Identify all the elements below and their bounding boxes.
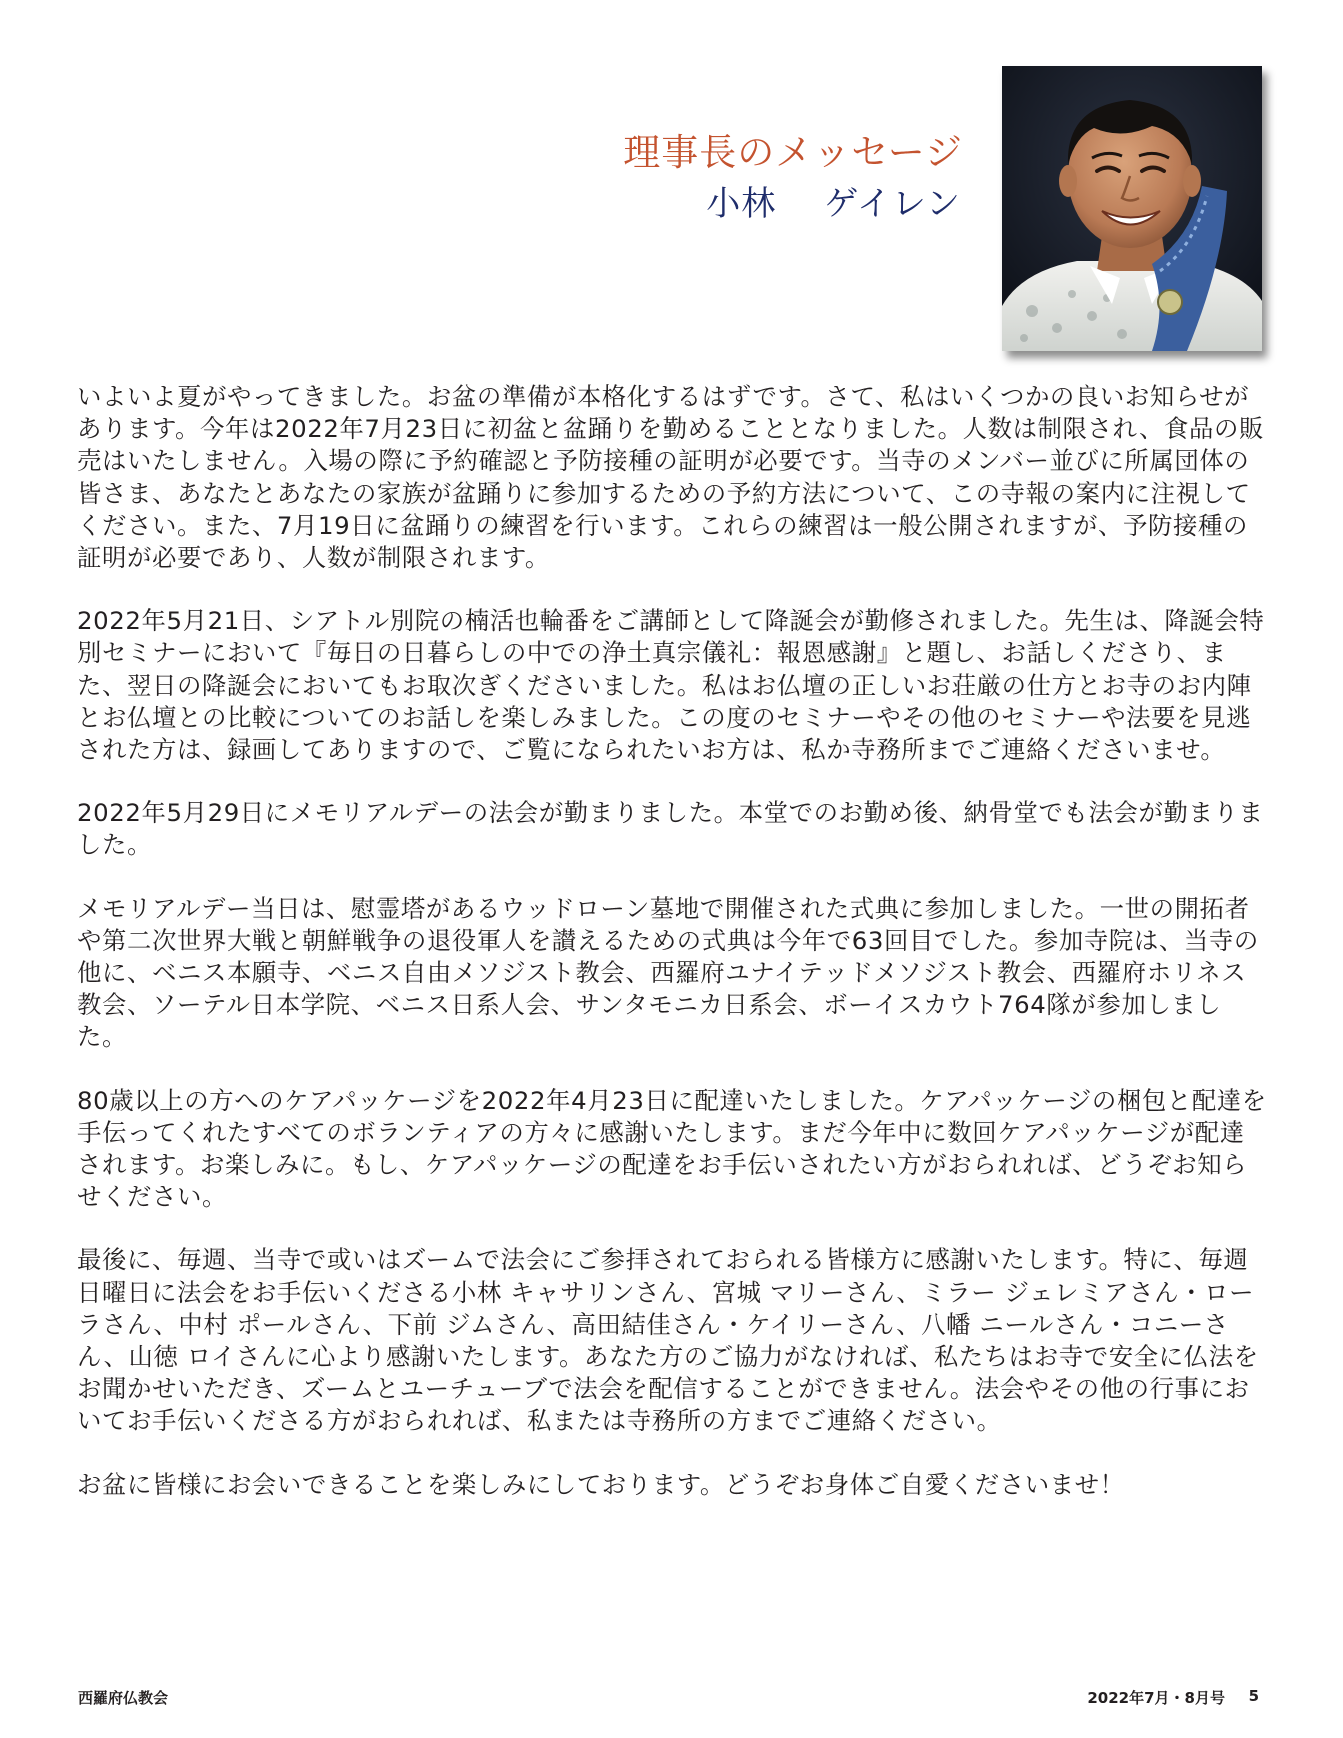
author-family-name: 小林 <box>706 184 777 224</box>
paragraph-memorial-day: メモリアルデー当日は、慰霊塔があるウッドローン墓地で開催された式典に参加しました。一世の開拓者や第二次世界大戦と朝鮮戦争の退役軍人を讃えるための式典は今年で63回目でした。参加寺院は、当寺の他に、ベニス本願寺、ベニス自由メソジスト教会、西羅府ユナイテッドメソジスト教会、西羅府ホリネス教会、ソーテル日本学院、ベニス日系人会、サンタモニカ日系会、ボーイスカウト764隊が参加しました。 <box>77 893 1259 1052</box>
message-body <box>77 381 1267 1532</box>
paragraph-thanks: 最後に、毎週、当寺で或いはズームで法会にご参拝されておられる皆様方に感謝いたします。特に、毎週日曜日に法会をお手伝いくださる小林 キャサリンさん、宮城 マリーさん、ミラー ジェレミアさん・ローラさん、中村 ポールさん、下前 ジムさん、高田結佳さん・ケイリーさん、八幡 ニールさん・コニーさん、山徳 ロイさんに心より感謝いたします。あなた方のご協力がなければ、私たちはお寺で安全に仏法をお聞かせいただき、ズームとユーチューブで法会を配信することができません。法会やその他の行事においてお手伝いくださる方がおられれば、私または寺務所の方までご連絡ください。 <box>77 1245 1259 1436</box>
paragraph-closing: お盆に皆様にお会いできることを楽しみにしております。どうぞお身体ご自愛くださいませ！ <box>77 1469 1125 1499</box>
footer-issue: 2022年7月・8月号 <box>1087 1689 1225 1707</box>
page-title: 理事長のメッセージ <box>623 131 963 174</box>
paragraph-memorial-service: 2022年5月29日にメモリアルデーの法会が勤まりました。本堂でのお勤め後、納骨堂でも法会が勤まりました。 <box>77 798 1264 860</box>
paragraph-care-package: 80歳以上の方へのケアパッケージを2022年4月23日に配達いたしました。ケアパッケージの梱包と配達を手伝ってくれたすべてのボランティアの方々に感謝いたします。まだ今年中に数回ケアパッケージが配達されます。お楽しみに。もし、ケアパッケージの配達をお手伝いされたい方がおられれば、どうぞお知らせください。 <box>77 1085 1267 1212</box>
author-given-name: ゲイレン <box>824 184 961 224</box>
paragraph-gotan-e: 2022年5月21日、シアトル別院の楠活也輪番をご講師として降誕会が勤修されました。先生は、降誕会特別セミナーにおいて『毎日の日暮らしの中での浄土真宗儀礼：報恩感謝』と題し、お話しくださり、また、翌日の降誕会においてもお取次ぎくださいました。私はお仏壇の正しいお荘厳の仕方とお寺のお内陣とお仏壇との比較についてのお話しを楽しみました。この度のセミナーやその他のセミナーや法要を見逃された方は、録画してありますので、ご覧になられたいお方は、私か寺務所までご連絡くださいませ。 <box>77 606 1265 765</box>
page-number: 5 <box>1248 1687 1259 1705</box>
portrait-photo <box>1002 66 1262 351</box>
footer-organization: 西羅府仏教会 <box>78 1689 169 1707</box>
paragraph-obon: いよいよ夏がやってきました。お盆の準備が本格化するはずです。さて、私はいくつかの良いお知らせがあります。今年は2022年7月23日に初盆と盆踊りを勤めることとなりました。人数は制限され、食品の販売はいたしません。入場の際に予約確認と予防接種の証明が必要です。当寺のメンバー並びに所属団体の皆さま、あなたとあなたの家族が盆踊りに参加するための予約方法について、この寺報の案内に注視してください。また、7月19日に盆踊りの練習を行います。これらの練習は一般公開されますが、予防接種の証明が必要であり、人数が制限されます。 <box>77 382 1264 573</box>
author-name <box>706 176 961 225</box>
